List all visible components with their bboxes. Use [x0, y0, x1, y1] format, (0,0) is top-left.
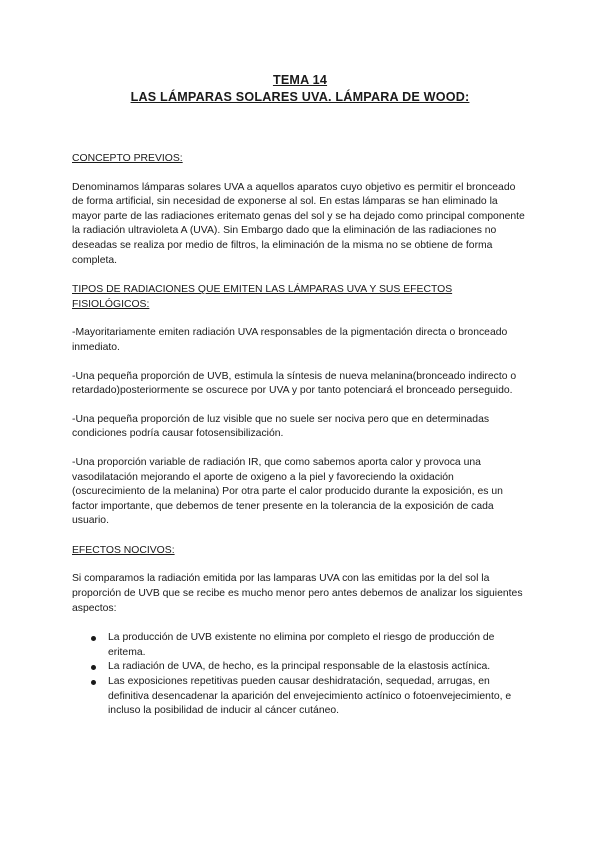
title-line-2: LAS LÁMPARAS SOLARES UVA. LÁMPARA DE WOOD: — [130, 90, 470, 104]
efectos-bullet-list — [72, 631, 528, 719]
paragraph-uvb: -Una pequeña proporción de UVB, estimula la síntesis de nueva melanina(bronceado indirecto o retardado)posteriormente se oscurece por UVA y por tanto potenciará el bronceado perseguido. — [72, 370, 517, 397]
paragraph-concepto: Denominamos lámparas solares UVA a aquellos aparatos cuyo objetivo es permitir el bronceado de forma artificial, sin necesidad de exponerse al sol. En estas lámparas se han eliminado la mayor parte de las radiaciones eritemato genas del sol y se ha dejado como principal componente la radiación ultravioleta A (UVA). Sin Embargo dado que la eliminación de las radiaciones no deseadas se realiza por medio de filtros, la eliminación de la misma no se obtiene de forma completa. — [72, 181, 525, 266]
bullet-item-elastosis: La radiación de UVA, de hecho, es la principal responsable de la elastosis actínica. — [108, 660, 528, 675]
title-line-1: TEMA 14 — [272, 73, 328, 87]
heading-concepto: CONCEPTO PREVIOS: — [72, 153, 183, 164]
bullet-item-eritema: La producción de UVB existente no elimina por completo el riesgo de producción de eritema. — [108, 631, 528, 660]
document-title — [72, 72, 528, 106]
heading-efectos: EFECTOS NOCIVOS: — [72, 544, 175, 556]
paragraph-uva: -Mayoritariamente emiten radiación UVA responsables de la pigmentación directa o bronceado inmediato. — [72, 327, 508, 353]
bullet-item-exposiciones: Las exposiciones repetitivas pueden causar deshidratación, sequedad, arrugas, en definitiva desencadenar la aparición del envejecimiento actínico o fotoenvejecimiento, e incluso la posibilidad de inducir al cáncer cutáneo. — [108, 675, 528, 719]
paragraph-luz-visible: -Una pequeña proporción de luz visible que no suele ser nociva pero que en determinadas condiciones podría causar fotosensibilización. — [72, 413, 490, 440]
paragraph-ir: -Una proporción variable de radiación IR, que como sabemos aporta calor y provoca una vasodilatación mejorando el aporte de oxigeno a la piel y favoreciendo la oxidación (oscurecimiento de la melanina) Por otra parte el calor producido durante la exposición, es un factor importante, que debemos de tener presente en la tolerancia de la exposición de cada usuario. — [72, 456, 503, 527]
heading-tipos: TIPOS DE RADIACIONES QUE EMITEN LAS LÁMPARAS UVA Y SUS EFECTOS FISIOLÓGICOS: — [72, 284, 453, 310]
document-page — [72, 72, 528, 719]
paragraph-efectos-intro: Si comparamos la radiación emitida por las lamparas UVA con las emitidas por la del sol la proporción de UVB que se recibe es mucho menor pero antes debemos de analizar los siguientes aspectos: — [72, 573, 523, 614]
